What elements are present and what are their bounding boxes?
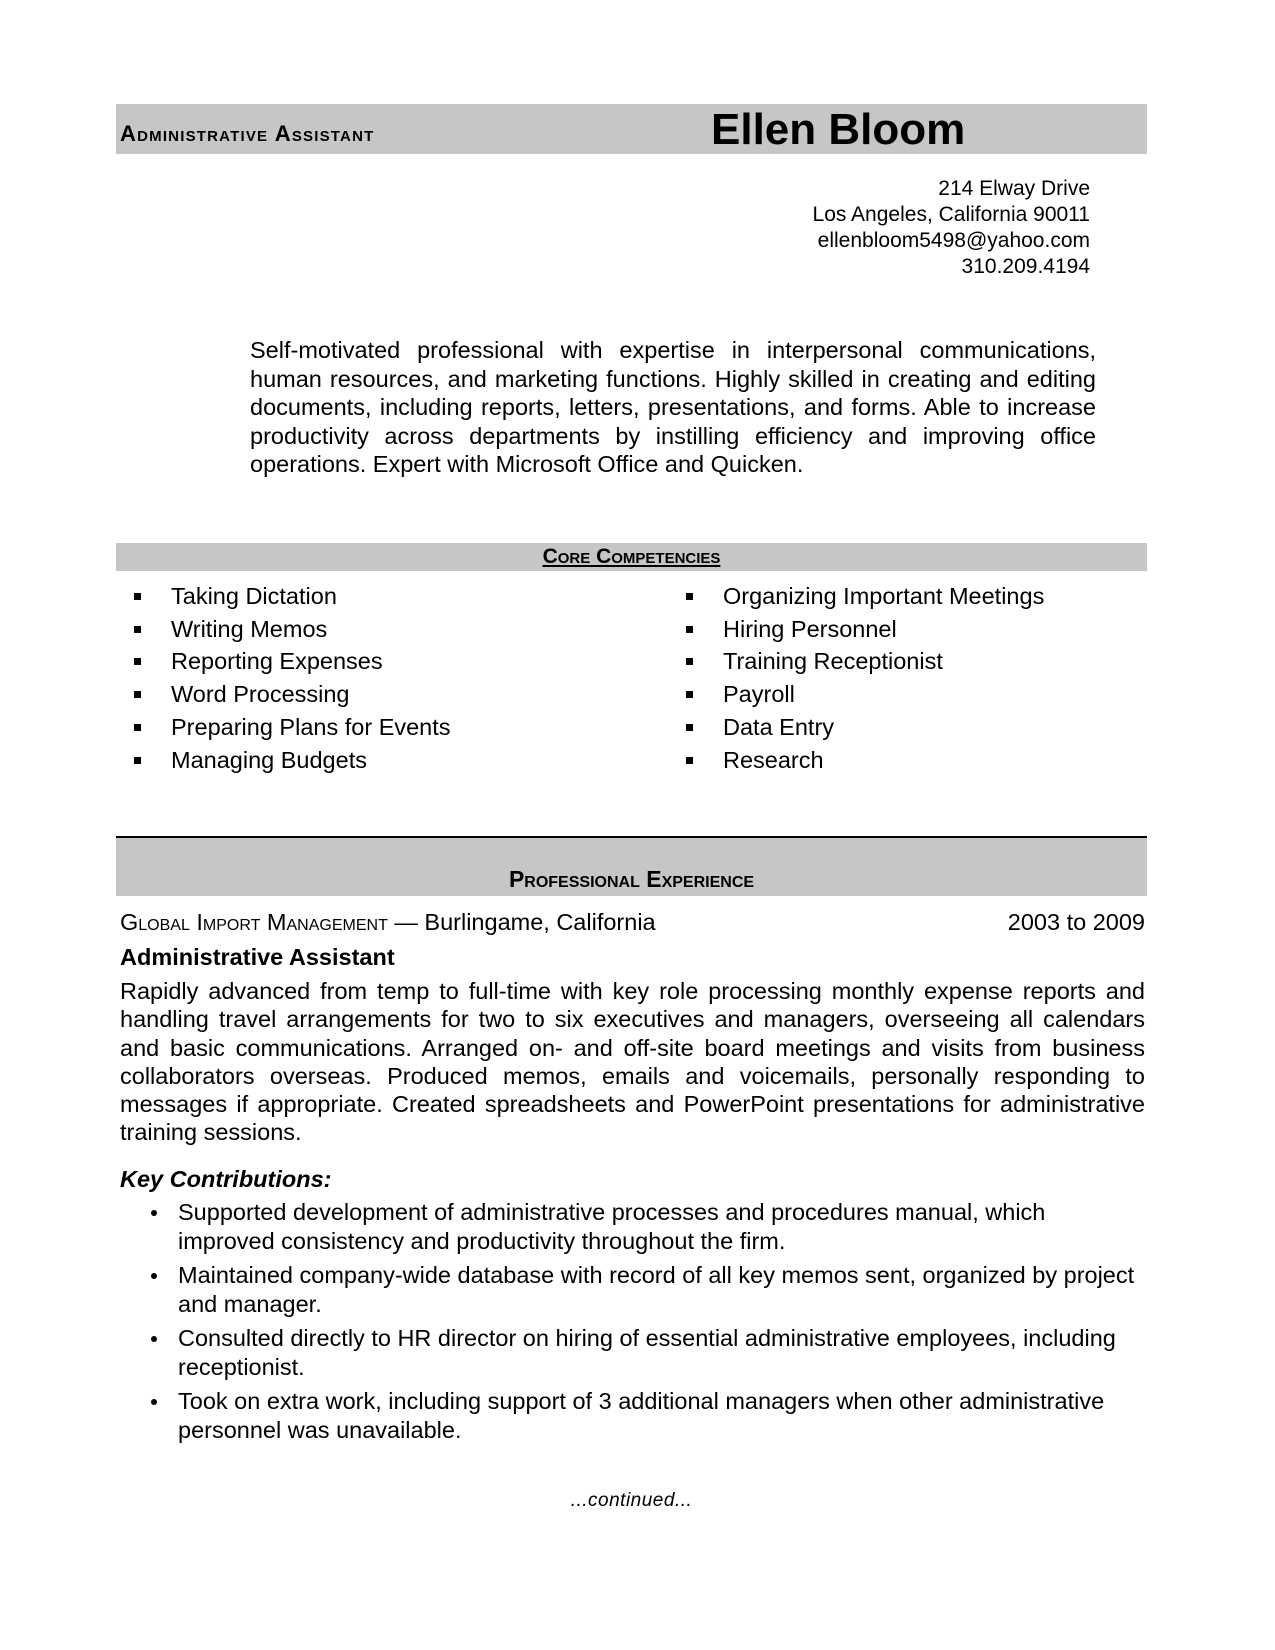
competency-label: Preparing Plans for Events	[171, 713, 451, 740]
bullet-icon	[151, 1210, 157, 1216]
square-bullet-icon	[134, 658, 141, 665]
contribution-text: Maintained company-wide database with record of all key memos sent, organized by project and manager.	[178, 1262, 1135, 1317]
competency-label: Managing Budgets	[171, 746, 367, 773]
square-bullet-icon	[686, 626, 693, 633]
contributions-list	[148, 1198, 1148, 1450]
square-bullet-icon	[134, 691, 141, 698]
list-item	[134, 711, 451, 744]
competency-label: Taking Dictation	[171, 583, 337, 609]
square-bullet-icon	[686, 724, 693, 731]
company-name: Global Import Management	[120, 909, 388, 935]
square-bullet-icon	[134, 757, 141, 764]
competency-label: Data Entry	[723, 713, 835, 740]
list-item	[686, 580, 1044, 613]
bullet-icon	[151, 1399, 157, 1405]
competency-label: Payroll	[723, 681, 795, 708]
contribution-text: Consulted directly to HR director on hiring of essential administrative employees, including receptionist.	[178, 1325, 1116, 1380]
contact-email[interactable]: ellenbloom5498@yahoo.com	[817, 229, 1090, 252]
contact-street: 214 Elway Drive	[938, 177, 1090, 200]
list-item	[148, 1261, 1148, 1318]
square-bullet-icon	[134, 593, 141, 600]
bullet-icon	[151, 1273, 157, 1279]
competency-label: Training Receptionist	[723, 648, 943, 675]
contact-phone: 310.209.4194	[961, 255, 1090, 278]
core-competencies-heading-text: Core Competencies	[542, 545, 721, 568]
list-item	[134, 645, 451, 678]
experience-heading: Professional Experience	[508, 866, 755, 892]
competency-label: Word Processing	[171, 681, 350, 708]
square-bullet-icon	[686, 658, 693, 665]
competency-label: Organizing Important Meetings	[723, 583, 1045, 609]
list-item	[686, 613, 1044, 646]
list-item	[134, 678, 451, 711]
contact-city: Los Angeles, California 90011	[812, 203, 1090, 226]
competencies-left-list	[134, 580, 451, 776]
list-item	[686, 645, 1044, 678]
company-location: — Burlingame, California	[387, 909, 656, 935]
square-bullet-icon	[686, 691, 693, 698]
list-item	[686, 678, 1044, 711]
employer-line	[120, 908, 656, 936]
bullet-icon	[151, 1336, 157, 1342]
list-item	[148, 1324, 1148, 1381]
job-title: Administrative Assistant	[120, 121, 375, 146]
competency-label: Writing Memos	[171, 615, 328, 642]
summary-paragraph: Self-motivated professional with expertise in interpersonal communications, human resources, and marketing functions. Highly skilled in creating and editing documents, including reports, letters, presentations, and forms. Able to increase productivity across departments by instilling efficiency and improving office operations. Expert with Microsoft Office and Quicken.	[250, 337, 1096, 477]
role-description: Rapidly advanced from temp to full-time with key role processing monthly expense reports and handling travel arrangements for two to six executives and managers, overseeing all calendars and basic communications. Arranged on- and off-site board meetings and visits from business collaborators overseas. Produced memos, emails and voicemails, personally responding to messages if appropriate. Created spreadsheets and PowerPoint presentations for administrative training sessions.	[120, 978, 1145, 1146]
competency-label: Reporting Expenses	[171, 648, 383, 675]
competency-label: Research	[723, 746, 824, 773]
contact-block	[690, 176, 1090, 280]
candidate-name: Ellen Bloom	[711, 105, 966, 154]
list-item	[134, 613, 451, 646]
square-bullet-icon	[686, 757, 693, 764]
list-item	[686, 711, 1044, 744]
square-bullet-icon	[134, 626, 141, 633]
square-bullet-icon	[134, 724, 141, 731]
continued-note: ...continued...	[570, 1490, 693, 1511]
competency-label: Hiring Personnel	[723, 615, 897, 642]
list-item	[134, 744, 451, 777]
core-competencies-heading	[116, 544, 1147, 570]
contribution-text: Supported development of administrative processes and procedures manual, which improved consistency and productivity throughout the firm.	[178, 1199, 1046, 1254]
role-title: Administrative Assistant	[120, 944, 395, 970]
list-item	[134, 580, 451, 613]
contribution-text: Took on extra work, including support of 3 additional managers when other administrative personnel was unavailable.	[178, 1388, 1105, 1443]
list-item	[148, 1387, 1148, 1444]
contributions-heading: Key Contributions:	[120, 1166, 332, 1192]
competencies-right-list	[686, 580, 1044, 776]
list-item	[148, 1198, 1148, 1255]
employment-dates: 2003 to 2009	[1007, 909, 1145, 935]
list-item	[686, 744, 1044, 777]
square-bullet-icon	[686, 593, 693, 600]
